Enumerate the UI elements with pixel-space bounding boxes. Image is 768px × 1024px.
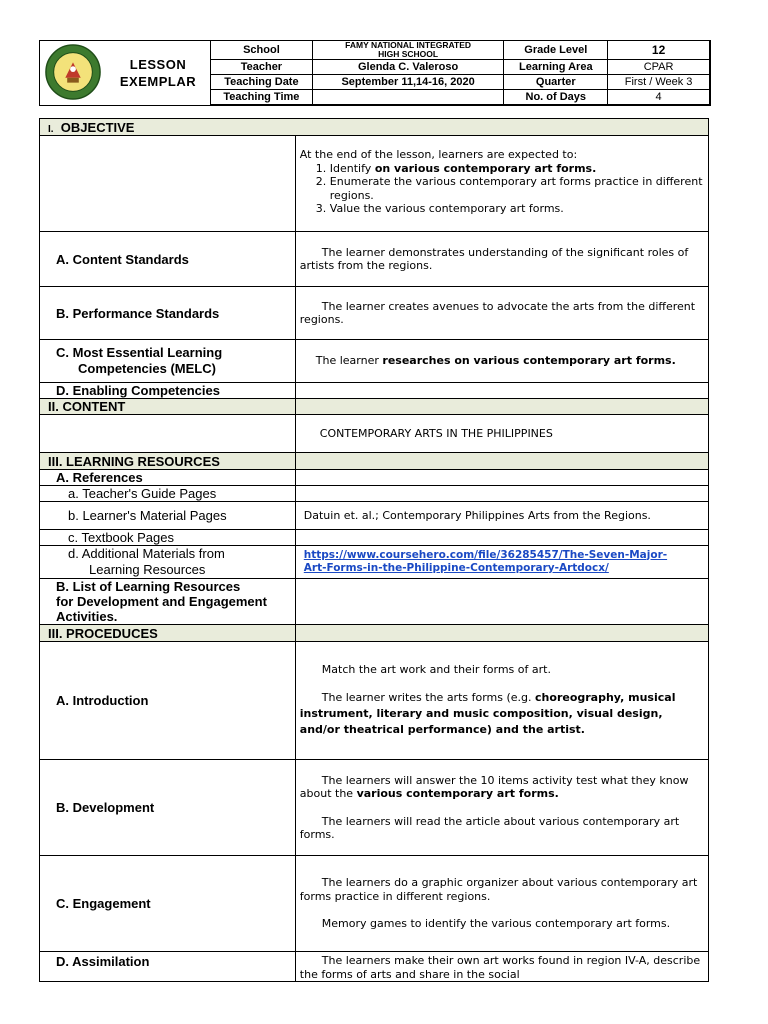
days-label: No. of Days	[504, 90, 608, 105]
resources-heading: III. LEARNING RESOURCES	[40, 453, 296, 470]
lesson-plan-table	[39, 118, 709, 982]
additional-materials-cell	[295, 546, 708, 579]
references-label: A. References	[40, 470, 296, 486]
days-value: 4	[608, 90, 710, 105]
quarter-value: First / Week 3	[608, 75, 710, 90]
area-value: CPAR	[608, 60, 710, 75]
school-seal-logo	[44, 43, 102, 101]
content-standards-text: The learner demonstrates understanding of the significant roles of artists from the regions.	[295, 232, 708, 287]
assimilation-label: D. Assimilation	[40, 952, 296, 982]
introduction-p1: Match the art work and their forms of art.	[321, 662, 551, 676]
content-empty-cell	[40, 415, 296, 453]
learners-material-label: b. Learner's Material Pages	[40, 502, 296, 530]
objective-item-1: 1. Identify on various contemporary art forms.	[330, 162, 704, 176]
content-heading: II. CONTENT	[40, 399, 296, 415]
objective-list	[300, 162, 704, 216]
header-info-table	[210, 40, 710, 105]
teachers-guide-label: a. Teacher's Guide Pages	[40, 486, 296, 502]
school-label: School	[211, 41, 313, 60]
grade-value: 12	[608, 41, 710, 60]
introduction-text	[295, 642, 708, 760]
teacher-value: Glenda C. Valeroso	[312, 60, 504, 75]
introduction-p2: The learner writes the arts forms (e.g. choreography, musical instrument, literary and music composition, visual design, and/or theatrical performance) and the artist.	[299, 691, 676, 737]
objective-heading: I. OBJECTIVE	[40, 119, 709, 136]
teachers-guide-value	[295, 486, 708, 502]
engagement-p2: Memory games to identify the various contemporary art forms.	[321, 917, 671, 931]
introduction-label: A. Introduction	[40, 642, 296, 760]
time-value	[312, 90, 504, 105]
textbook-value	[295, 530, 708, 546]
section-objective	[40, 119, 709, 136]
procedures-heading-empty	[295, 625, 708, 642]
title-line-2: EXEMPLAR	[119, 74, 197, 89]
objective-cell	[295, 136, 708, 232]
date-label: Teaching Date	[211, 75, 313, 90]
objective-intro: At the end of the lesson, learners are expected to:	[299, 148, 578, 161]
area-label: Learning Area	[504, 60, 608, 75]
development-p1: The learners will answer the 10 items activity test what they know about the various contemporary art forms.	[299, 773, 689, 800]
title-line-1: LESSON	[129, 57, 187, 72]
objective-item-2: 2. Enumerate the various contemporary art forms practice in different regions.	[330, 175, 704, 202]
content-heading-empty	[295, 399, 708, 415]
objective-empty-cell	[40, 136, 296, 232]
objective-item-3: 3. Value the various contemporary art forms.	[330, 202, 704, 216]
performance-standards-label: B. Performance Standards	[40, 287, 296, 340]
learning-resources-list-label: B. List of Learning Resources for Development and Engagement Activities.	[40, 579, 296, 625]
school-value: FAMY NATIONAL INTEGRATED HIGH SCHOOL	[312, 41, 504, 60]
content-text: CONTEMPORARY ARTS IN THE PHILIPPINES	[295, 415, 708, 453]
procedures-heading: III. PROCEDUCES	[40, 625, 296, 642]
development-p2: The learners will read the article about various contemporary art forms.	[299, 814, 680, 841]
engagement-text	[295, 856, 708, 952]
coursehero-link[interactable]: https://www.coursehero.com/file/36285457/The-Seven-Major- Art-Forms-in-the-Philippine-Contemporary-Artdocx/	[303, 548, 668, 574]
document-title	[108, 56, 208, 90]
melc-text: The learner researches on various contemporary art forms.	[295, 340, 708, 383]
references-empty	[295, 470, 708, 486]
learners-material-value: Datuin et. al.; Contemporary Philippines Arts from the Regions.	[295, 502, 708, 530]
engagement-p1: The learners do a graphic organizer about various contemporary art forms practice in different regions.	[299, 876, 698, 903]
melc-label: C. Most Essential Learning Competencies (MELC)	[40, 340, 296, 383]
content-standards-label: A. Content Standards	[40, 232, 296, 287]
teacher-label: Teacher	[211, 60, 313, 75]
development-label: B. Development	[40, 760, 296, 856]
textbook-label: c. Textbook Pages	[40, 530, 296, 546]
resources-heading-empty	[295, 453, 708, 470]
additional-materials-label: d. Additional Materials from Learning Resources	[40, 546, 296, 579]
enabling-empty-cell	[295, 383, 708, 399]
engagement-label: C. Engagement	[40, 856, 296, 952]
enabling-label: D. Enabling Competencies	[40, 383, 296, 399]
development-text	[295, 760, 708, 856]
date-value: September 11,14-16, 2020	[312, 75, 504, 90]
performance-standards-text: The learner creates avenues to advocate the arts from the different regions.	[295, 287, 708, 340]
assimilation-text: The learners make their own art works found in region IV-A, describe the forms of arts and share in the social	[295, 952, 708, 982]
grade-label: Grade Level	[504, 41, 608, 60]
quarter-label: Quarter	[504, 75, 608, 90]
time-label: Teaching Time	[211, 90, 313, 105]
learning-resources-list-value	[295, 579, 708, 625]
